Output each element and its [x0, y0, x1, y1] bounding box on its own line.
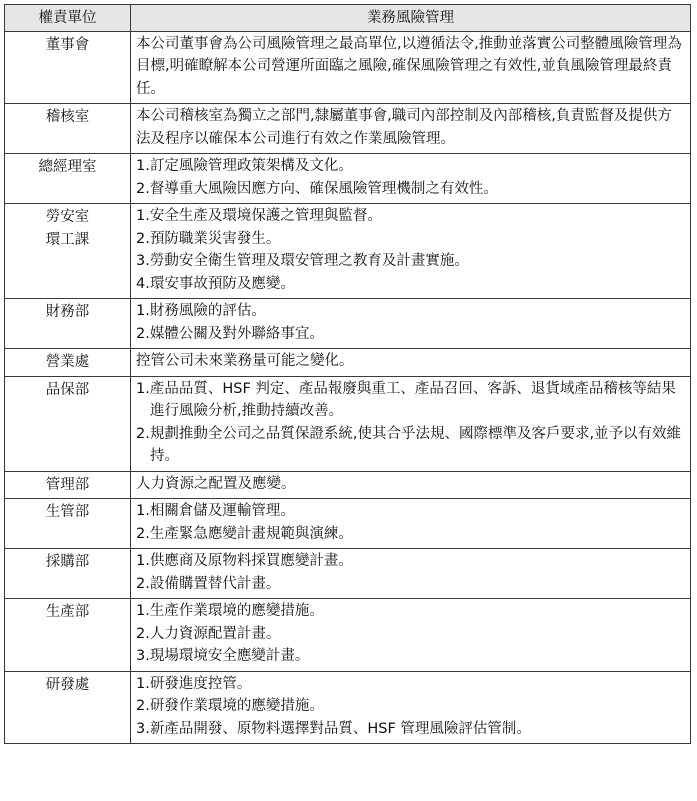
- unit-name: 品保部: [45, 381, 90, 398]
- unit-name: 環工課: [45, 231, 90, 248]
- table-row: [5, 599, 691, 672]
- unit-name: 採購部: [45, 554, 90, 570]
- table-row: [5, 499, 691, 549]
- table-row: [5, 376, 691, 471]
- unit-name: 營業處: [45, 354, 90, 370]
- responsibility-text: 人力資源之配置及應變。: [136, 475, 296, 492]
- table-row: [5, 204, 691, 299]
- responsibility-cell: [131, 599, 691, 672]
- responsibility-item: 1.財務風險的評估。: [136, 303, 266, 319]
- table-row: [5, 31, 691, 104]
- risk-management-table: [4, 4, 691, 744]
- responsibility-item: 2.規劃推動全公司之品質保證系統,使其合乎法規、國際標準及客戶要求,並予以有效維持。: [136, 425, 682, 464]
- header-risk-management: 業務風險管理: [131, 5, 691, 32]
- unit-cell: [5, 299, 131, 349]
- unit-cell: [5, 349, 131, 377]
- table-row: [5, 299, 691, 349]
- table-row: [5, 549, 691, 599]
- responsibility-item: 1.相關倉儲及運輸管理。: [136, 503, 295, 519]
- responsibility-item: 2.生產緊急應變計畫規範與演練。: [136, 525, 353, 542]
- responsibility-cell: [131, 154, 691, 204]
- unit-cell: [5, 104, 131, 154]
- risk-table-container: [4, 4, 691, 744]
- responsibility-cell: [131, 549, 691, 599]
- responsibility-item: 1.研發進度控管。: [136, 675, 252, 692]
- unit-name: 勞安室: [45, 209, 90, 225]
- table-header-row: [5, 5, 691, 32]
- unit-name: 財務部: [45, 304, 90, 320]
- responsibility-cell: [131, 499, 691, 549]
- responsibility-item: 1.產品品質、HSF 判定、產品報廢與重工、產品召回、客訴、退貨域產品稽核等結果進行風險分析,推動持續改善。: [136, 380, 676, 419]
- table-row: [5, 671, 691, 744]
- unit-name: 稽核室: [45, 109, 90, 125]
- unit-name: 管理部: [45, 476, 90, 493]
- table-row: [5, 104, 691, 154]
- unit-cell: [5, 549, 131, 599]
- responsibility-item: 1.供應商及原物料採買應變計畫。: [136, 553, 353, 569]
- unit-name: 生產部: [45, 604, 90, 620]
- table-row: [5, 471, 691, 499]
- responsibility-cell: [131, 376, 691, 471]
- responsibility-cell: [131, 204, 691, 299]
- responsibility-item: 1.訂定風險管理政策架構及文化。: [136, 158, 353, 174]
- header-unit: 權責單位: [5, 5, 131, 32]
- responsibility-item: 2.督導重大風險因應方向、確保風險管理機制之有效性。: [136, 180, 498, 197]
- unit-cell: [5, 599, 131, 672]
- responsibility-cell: [131, 671, 691, 744]
- responsibility-item: 2.媒體公關及對外聯絡事宜。: [136, 325, 324, 342]
- responsibility-item: 2.研發作業環境的應變措施。: [136, 698, 324, 714]
- responsibility-item: 3.新產品開發、原物料選擇對品質、HSF 管理風險評估管制。: [136, 720, 531, 737]
- unit-cell: [5, 471, 131, 499]
- unit-name: 董事會: [45, 36, 90, 53]
- responsibility-cell: [131, 299, 691, 349]
- responsibility-text: 本公司董事會為公司風險管理之最高單位,以遵循法令,推動並落實公司整體風險管理為目標,明確瞭解本公司營運所面臨之風險,確保風險管理之有效性,並負風險管理最終責任。: [136, 35, 682, 97]
- responsibility-item: 2.預防職業災害發生。: [136, 230, 281, 247]
- responsibility-item: 3.勞動安全衛生管理及環安管理之教育及計畫實施。: [136, 253, 469, 269]
- responsibility-item: 2.人力資源配置計畫。: [136, 625, 281, 642]
- responsibility-item: 1.生產作業環境的應變措施。: [136, 603, 324, 619]
- responsibility-item: 3.現場環境安全應變計畫。: [136, 648, 310, 664]
- table-body: [5, 31, 691, 744]
- unit-name: 生管部: [45, 504, 90, 520]
- unit-name: 總經理室: [38, 159, 97, 175]
- unit-cell: [5, 204, 131, 299]
- responsibility-cell: [131, 349, 691, 377]
- table-row: [5, 154, 691, 204]
- responsibility-item: 4.環安事故預防及應變。: [136, 275, 295, 292]
- unit-cell: [5, 671, 131, 744]
- responsibility-text: 控管公司未來業務量可能之變化。: [136, 353, 354, 369]
- unit-cell: [5, 376, 131, 471]
- responsibility-item: 1.安全生產及環境保護之管理與監督。: [136, 208, 382, 224]
- responsibility-cell: [131, 31, 691, 104]
- unit-name: 研發處: [45, 676, 90, 693]
- table-row: [5, 349, 691, 377]
- unit-cell: [5, 499, 131, 549]
- responsibility-item: 2.設備購置替代計畫。: [136, 575, 281, 592]
- responsibility-cell: [131, 104, 691, 154]
- responsibility-text: 本公司稽核室為獨立之部門,隸屬董事會,職司內部控制及內部稽核,負責監督及提供方法及程序以確保本公司進行有效之作業風險管理。: [136, 108, 672, 147]
- unit-cell: [5, 154, 131, 204]
- unit-cell: [5, 31, 131, 104]
- responsibility-cell: [131, 471, 691, 499]
